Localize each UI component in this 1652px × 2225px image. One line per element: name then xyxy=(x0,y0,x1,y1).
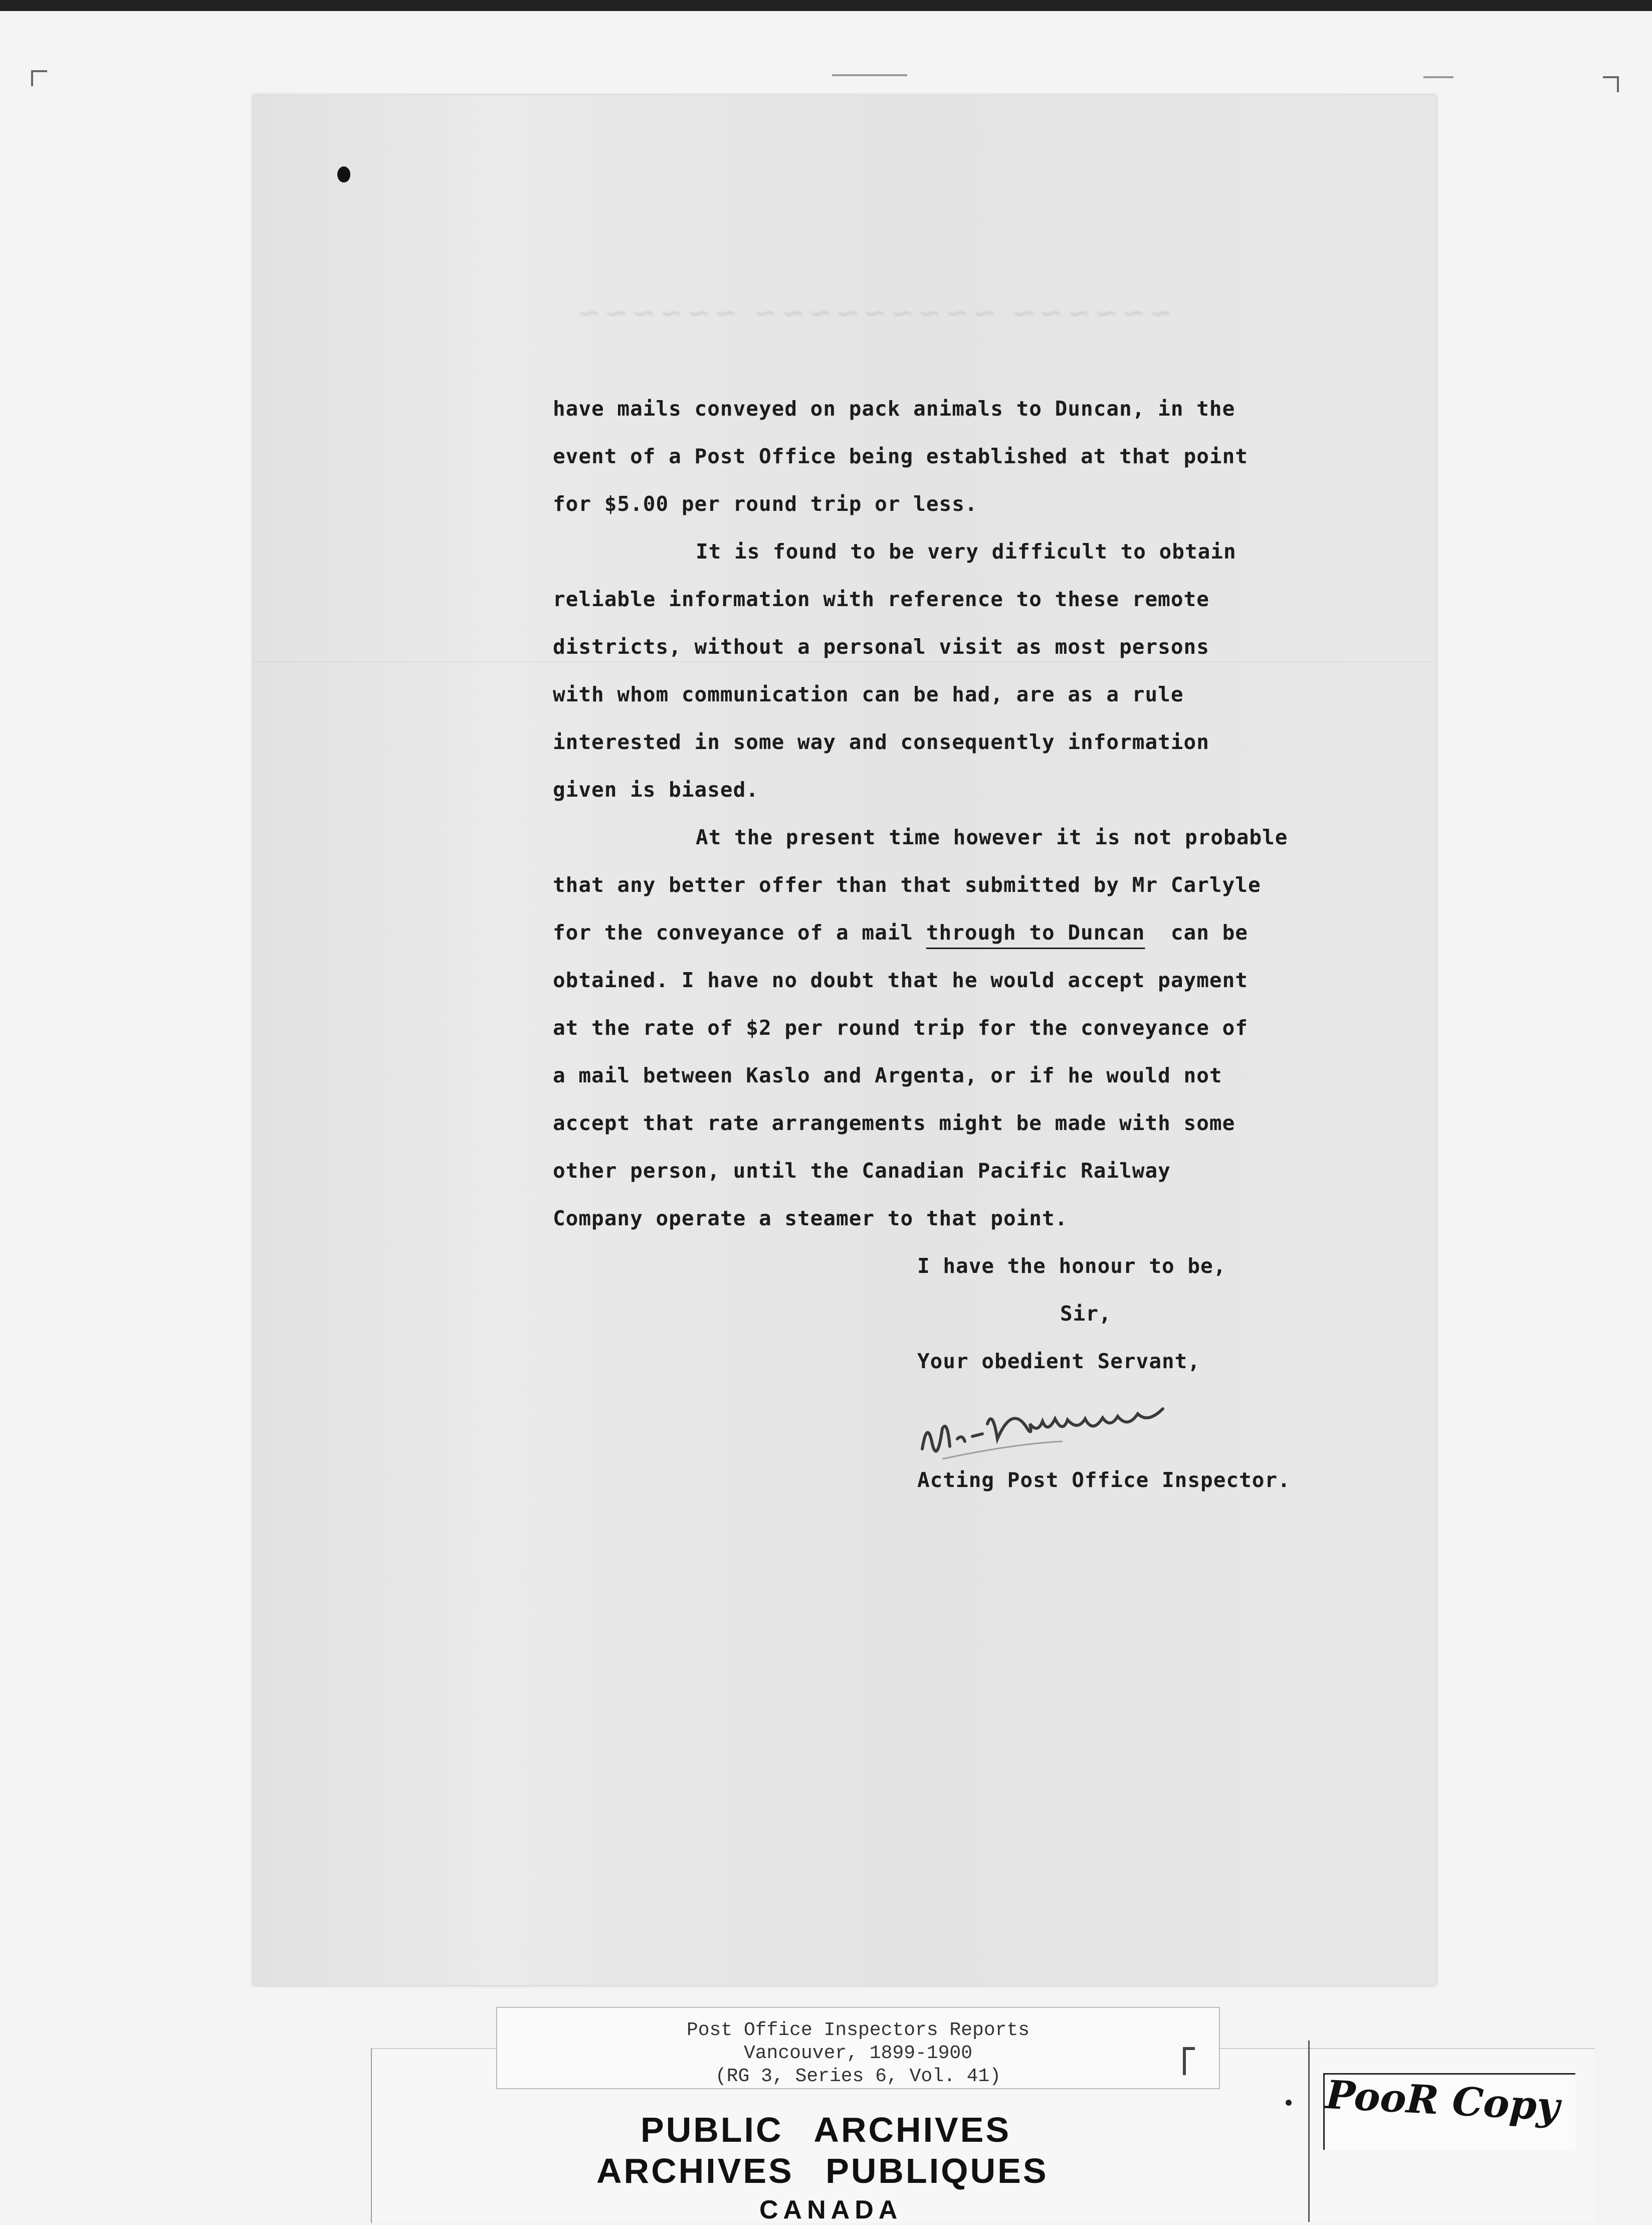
bleed-through-letterhead: ~~~~~~ ~~~~~~~~~ ~~~~~~ xyxy=(574,296,1173,330)
letter-line-segment: can be xyxy=(1145,920,1248,945)
archive-reference-text xyxy=(497,2019,1219,2088)
closing-line: I have the honour to be, xyxy=(917,1254,1226,1278)
letter-line: for $5.00 per round trip or less. xyxy=(553,492,978,516)
letter-line: interested in some way and consequently information xyxy=(553,730,1209,754)
letter-line: with whom communication can be had, are as a rule xyxy=(553,682,1184,706)
letter-line: It is found to be very difficult to obtain xyxy=(696,539,1236,564)
archive-reference-label xyxy=(496,2007,1220,2089)
archive-stamp-title-fr: ARCHIVES PUBLIQUES xyxy=(596,2151,1049,2190)
film-top-edge xyxy=(0,0,1652,11)
punch-hole-mark xyxy=(337,166,350,182)
archive-stamp-title-en: PUBLIC ARCHIVES xyxy=(641,2110,1011,2149)
letter-body xyxy=(553,385,1420,1242)
letter-line: accept that rate arrangements might be made with some xyxy=(553,1111,1235,1135)
reference-line: Vancouver, 1899-1900 xyxy=(743,2043,973,2064)
letter-line: reliable information with reference to these remote xyxy=(553,587,1209,611)
letter-line: that any better offer than that submitted by Mr Carlyle xyxy=(553,873,1261,897)
closing-salutation: Sir, xyxy=(1060,1302,1112,1326)
signatory-title: Acting Post Office Inspector. xyxy=(917,1468,1291,1492)
underlined-phrase: through to Duncan xyxy=(926,920,1145,945)
archive-stamp-country: CANADA xyxy=(759,2195,903,2224)
letter-line: at the rate of $2 per round trip for the conveyance of xyxy=(553,1016,1248,1040)
crop-mark-top-right xyxy=(1603,76,1619,92)
letter-line: districts, without a personal visit as most persons xyxy=(553,635,1209,659)
letter-line: have mails conveyed on pack animals to Duncan, in the xyxy=(553,397,1235,421)
reference-line: (RG 3, Series 6, Vol. 41) xyxy=(715,2066,1001,2087)
reference-line: Post Office Inspectors Reports xyxy=(686,2019,1030,2041)
letter-line: given is biased. xyxy=(553,778,759,802)
letter-line-segment: for the conveyance of a mail xyxy=(553,920,926,945)
letter-line: At the present time however it is not probable xyxy=(696,825,1288,849)
archive-divider xyxy=(1308,2041,1310,2222)
letter-line: Company operate a steamer to that point. xyxy=(553,1206,1068,1230)
letter-closing xyxy=(917,1242,1226,1385)
crop-mark-top-left xyxy=(31,70,47,86)
letter-line: other person, until the Canadian Pacific Railway xyxy=(553,1159,1171,1183)
letter-line xyxy=(553,909,1420,957)
film-tick-mark xyxy=(1423,76,1454,78)
dot-mark xyxy=(1286,2100,1292,2106)
film-tick-mark xyxy=(832,74,907,76)
letter-line: event of a Post Office being established at that point xyxy=(553,444,1248,468)
closing-line: Your obedient Servant, xyxy=(917,1349,1201,1373)
poor-copy-note: PooR Copy xyxy=(1324,2072,1561,2130)
letter-line: a mail between Kaslo and Argenta, or if he would not xyxy=(553,1063,1222,1087)
label-tab-mark xyxy=(1183,2047,1195,2075)
letter-line: obtained. I have no doubt that he would accept payment xyxy=(553,968,1248,992)
